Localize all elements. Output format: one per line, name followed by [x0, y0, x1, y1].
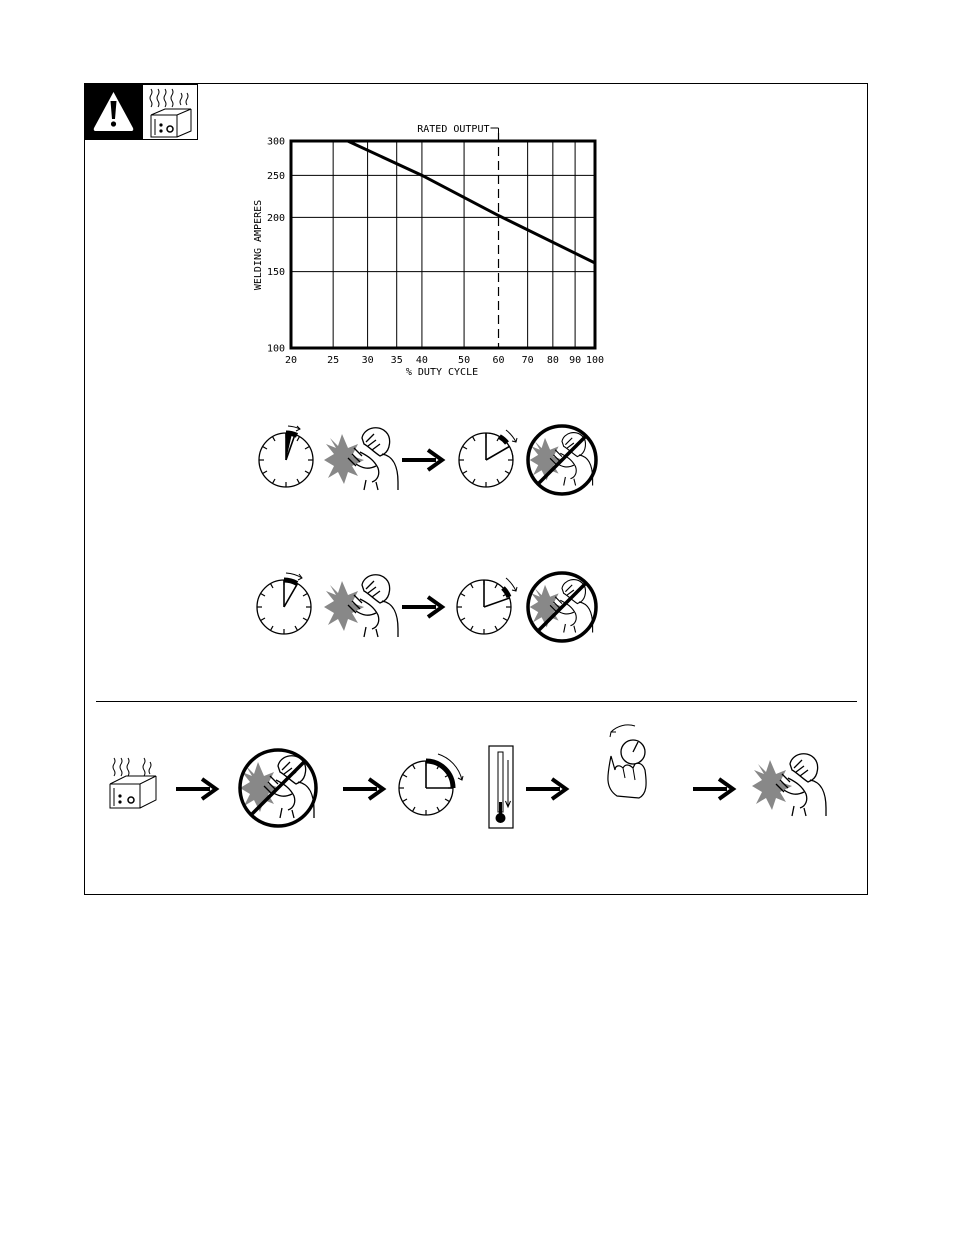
welder-icon — [324, 428, 398, 490]
y-tick-label: 200 — [266, 212, 285, 224]
right-arrow-icon — [693, 779, 733, 799]
no-welding-icon — [528, 426, 596, 494]
x-tick-label: 30 — [361, 355, 374, 366]
duty-cycle-chart — [240, 112, 620, 384]
overheated-welder-icon — [143, 85, 197, 139]
y-tick-label: 100 — [266, 343, 285, 355]
right-arrow-icon — [176, 779, 216, 799]
overheat-sequence — [100, 718, 840, 838]
timer-icon — [257, 573, 311, 634]
plot-frame — [291, 141, 595, 348]
right-arrow-icon — [402, 450, 442, 470]
x-tick-label: 100 — [585, 355, 605, 366]
y-tick-label: 250 — [266, 170, 285, 182]
y-tick-label: 300 — [266, 136, 285, 148]
timer-icon — [459, 430, 517, 487]
x-tick-label: 80 — [546, 355, 559, 366]
x-tick-label: 50 — [458, 355, 471, 366]
no-welding-icon — [240, 750, 316, 826]
timer-icon — [259, 426, 313, 487]
duty-cycle-example-2 — [250, 565, 610, 645]
y-tick-label: 150 — [266, 267, 285, 279]
x-tick-label: 25 — [327, 355, 340, 366]
overheated-welder-icon — [110, 758, 156, 808]
x-tick-label: 40 — [415, 355, 428, 366]
x-tick-label: 90 — [569, 355, 582, 366]
warning-symbol-box — [85, 84, 142, 140]
x-tick-label: 60 — [492, 355, 505, 366]
x-tick-label: 20 — [284, 355, 298, 366]
rated-output-label: RATED OUTPUT — [417, 124, 490, 135]
y-axis-label: WELDING AMPERES — [253, 199, 264, 291]
right-arrow-icon — [526, 779, 566, 799]
section-divider — [96, 701, 857, 702]
timer-icon — [399, 754, 463, 815]
reduce-knob-icon — [608, 725, 646, 798]
welder-icon — [324, 575, 398, 637]
right-arrow-icon — [343, 779, 383, 799]
no-welding-icon — [528, 573, 596, 641]
thermometer-falling-icon — [489, 746, 513, 828]
duty-cycle-example-1 — [250, 418, 610, 498]
warning-triangle-icon — [85, 84, 142, 140]
x-tick-label: 70 — [521, 355, 534, 366]
overheated-unit-box — [142, 84, 198, 140]
x-axis-label: % DUTY CYCLE — [405, 367, 479, 378]
welder-icon — [752, 754, 826, 816]
x-tick-label: 35 — [390, 355, 403, 366]
timer-icon — [457, 578, 517, 634]
duty-cycle-line — [348, 141, 595, 263]
right-arrow-icon — [402, 597, 442, 617]
